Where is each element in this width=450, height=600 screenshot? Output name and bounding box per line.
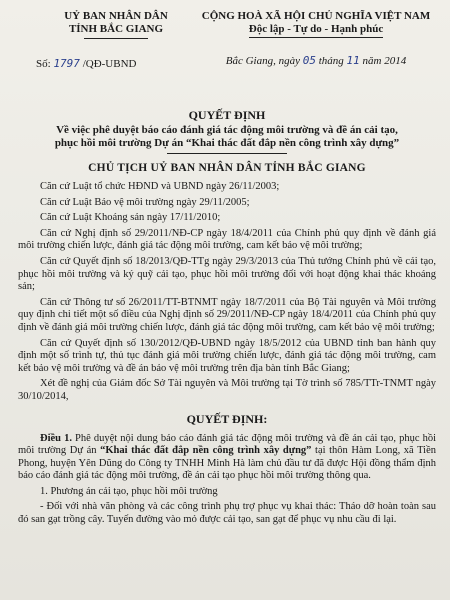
document-date: Bắc Giang, ngày 05 tháng 11 năm 2014 (225, 54, 407, 67)
agency-underline (84, 38, 148, 39)
handwritten-number: 1797 (53, 57, 80, 70)
issuing-agency-block (18, 10, 196, 108)
document-number: Số: 1797 /QĐ-UBND (36, 57, 137, 70)
preamble-item: Xét đề nghị của Giám đốc Sở Tài nguyên và Môi trường tại Tờ trình số 785/TTr-TNMT ngày 30/10/2014, (18, 378, 436, 402)
handwritten-day: 05 (302, 54, 316, 67)
subject-line-1: Về việc phê duyệt báo cáo đánh giá tác động môi trường và đề án cải tạo, (56, 124, 398, 136)
article-label: Điều 1. (40, 432, 72, 444)
country-name: CỘNG HOÀ XÃ HỘI CHỦ NGHĨA VIỆT NAM (201, 10, 431, 22)
preamble-item: Căn cứ Luật Bảo vệ môi trường ngày 29/11/2005; (40, 196, 250, 208)
preamble (18, 181, 436, 404)
preamble-item: Căn cứ Nghị định số 29/2011/NĐ-CP ngày 18/4/2011 của Chính phủ quy định về đánh giá môi trường chiến lược, đánh giá tác động môi trường, cam kết bảo vệ môi trường; (18, 227, 436, 252)
handwritten-month: 11 (346, 54, 360, 67)
national-motto: Độc lập - Tự do - Hạnh phúc (249, 23, 383, 38)
document-title: QUYẾT ĐỊNH (188, 108, 266, 122)
article-1-item-1-detail: - Đối với nhà văn phòng và các công trình phụ trợ phục vụ khai thác: Tháo dỡ hoàn toàn sau đó san gạt trồng cây. Tuyến đường vào mỏ được cải tạo, san gạt để phục vụ nhu cầu đi lại. (18, 501, 436, 526)
province-name: TỈNH BẮC GIANG (68, 23, 164, 35)
preamble-item: Căn cứ Quyết định số 18/2013/QĐ-TTg ngày 29/3/2013 của Thủ tướng Chính phủ về cải tạo, phục hồi môi trường và ký quỹ cải tạo, phục hồi môi trường đối với hoạt động khai thác khoáng sản; (18, 255, 436, 293)
preamble-item: Căn cứ Thông tư số 26/2011/TT-BTNMT ngày 18/7/2011 của Bộ Tài nguyên và Môi trường quy định chi tiết một số điều của Nghị định số 29/2011/NĐ-CP ngày 18/4/2011 của Chính phủ quy định về đánh giá môi trường chiến lược, đánh giá tác động môi trường, cam kết bảo vệ môi trường; (18, 296, 436, 333)
article-1-item-1: 1. Phương án cải tạo, phục hồi môi trường (40, 485, 218, 497)
subject-underline (167, 153, 287, 154)
article-1-paragraph: Điều 1. Phê duyệt nội dung báo cáo đánh giá tác động môi trường và đề án cải tạo, phục hồi môi trường Dự án “Khai thác đất đắp nền công trình xây dựng” tại thôn Hàm Long, xã Tiền Phong, huyện Yên Dũng do Công ty TNHH Minh Hà làm chủ đầu tư đã được Hội đồng thẩm định báo cáo đánh giá tác động môi trường, đề án cải tạo phục hồi môi trường thông qua. (18, 432, 437, 482)
subject-line-2: phục hồi môi trường Dự án “Khai thác đất đắp nền công trình xây dựng” (54, 137, 400, 149)
document-header (18, 10, 436, 108)
preamble-item: Căn cứ Quyết định số 130/2012/QĐ-UBND ngày 18/5/2012 của UBND tỉnh ban hành quy định một số trình tự, thủ tục đánh giá môi trường chiến lược, đánh giá tác động môi trường, cam kết bảo vệ môi trường và đề án bảo vệ môi trường trên địa bàn tỉnh Bắc Giang; (18, 337, 436, 374)
project-name: “Khai thác đất đắp nền công trình xây dựng” (100, 445, 312, 457)
document-subject (18, 124, 436, 154)
agency-name: UỶ BAN NHÂN DÂN (64, 10, 168, 22)
issuer-title: CHỦ TỊCH UỶ BAN NHÂN DÂN TỈNH BẮC GIANG (88, 162, 366, 174)
preamble-item: Căn cứ Luật Khoáng sản ngày 17/11/2010; (40, 212, 221, 224)
national-motto-block (196, 10, 436, 108)
article-1 (18, 433, 436, 527)
preamble-item: Căn cứ Luật tổ chức HĐND và UBND ngày 26/11/2003; (40, 181, 280, 192)
decision-heading: QUYẾT ĐỊNH: (186, 411, 268, 426)
